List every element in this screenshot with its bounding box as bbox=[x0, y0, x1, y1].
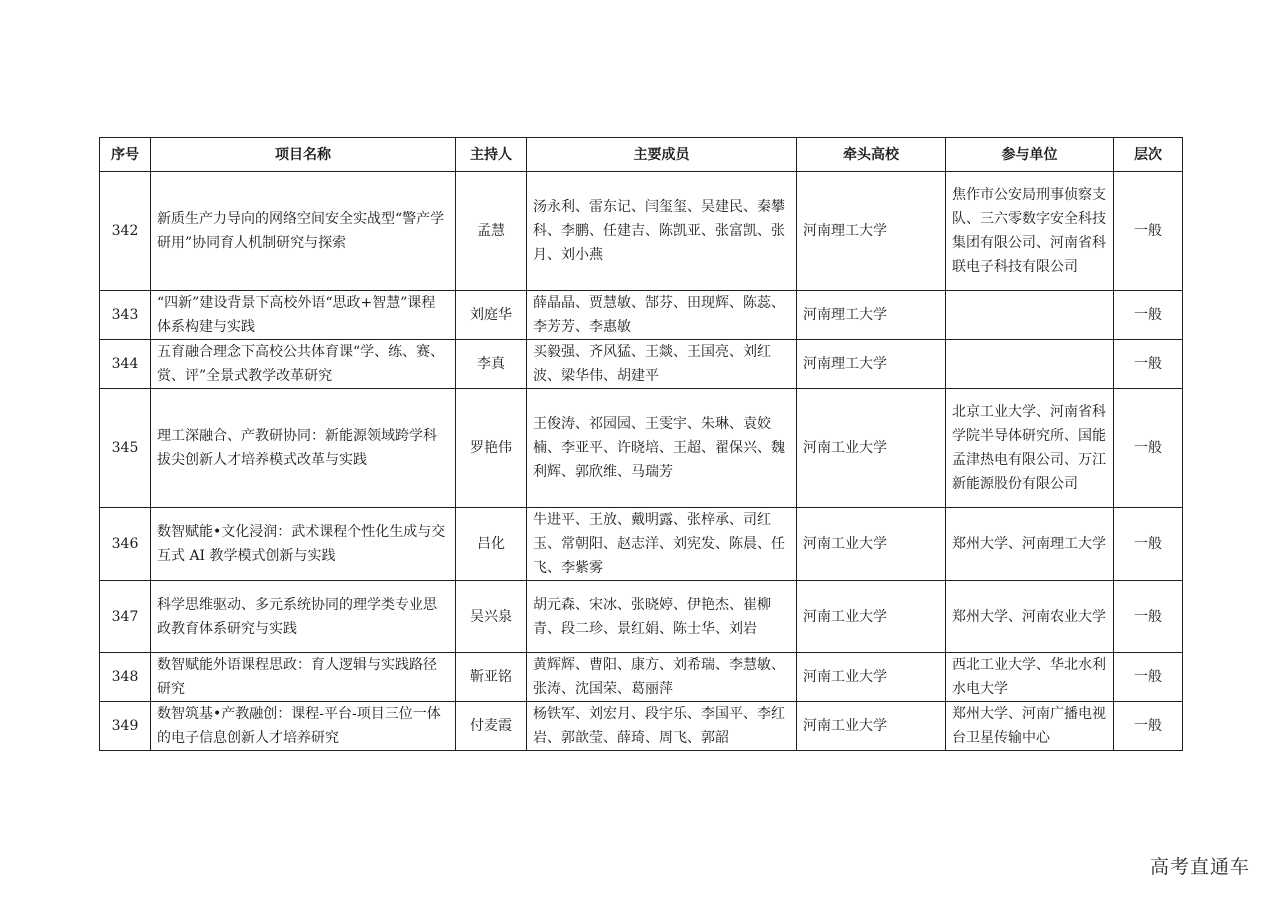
table-row bbox=[100, 581, 1183, 653]
cell-lead-school: 河南工业大学 bbox=[797, 389, 946, 508]
cell-lead-school: 河南理工大学 bbox=[797, 340, 946, 389]
cell-num: 349 bbox=[100, 702, 151, 751]
cell-participating-units: 郑州大学、河南广播电视台卫星传输中心 bbox=[946, 702, 1114, 751]
cell-participating-units: 西北工业大学、华北水利水电大学 bbox=[946, 653, 1114, 702]
table-row bbox=[100, 653, 1183, 702]
cell-project-name: “四新”建设背景下高校外语“思政+智慧”课程体系构建与实践 bbox=[151, 291, 456, 340]
table-row bbox=[100, 702, 1183, 751]
header-project-name: 项目名称 bbox=[151, 138, 456, 172]
cell-host: 李真 bbox=[456, 340, 527, 389]
project-list-table bbox=[99, 137, 1183, 751]
cell-level: 一般 bbox=[1114, 508, 1183, 581]
table-row bbox=[100, 172, 1183, 291]
cell-lead-school: 河南工业大学 bbox=[797, 581, 946, 653]
cell-level: 一般 bbox=[1114, 340, 1183, 389]
table-row bbox=[100, 508, 1183, 581]
cell-members: 牛进平、王放、戴明露、张梓承、司红玉、常朝阳、赵志洋、刘宪发、陈晨、任飞、李紫雾 bbox=[527, 508, 797, 581]
cell-num: 348 bbox=[100, 653, 151, 702]
cell-level: 一般 bbox=[1114, 581, 1183, 653]
cell-participating-units: 焦作市公安局刑事侦察支队、三六零数字安全科技集团有限公司、河南省科联电子科技有限公司 bbox=[946, 172, 1114, 291]
cell-members: 买毅强、齐风猛、王燚、王国亮、刘红波、梁华伟、胡建平 bbox=[527, 340, 797, 389]
table-row bbox=[100, 389, 1183, 508]
cell-num: 345 bbox=[100, 389, 151, 508]
header-members: 主要成员 bbox=[527, 138, 797, 172]
cell-participating-units bbox=[946, 340, 1114, 389]
cell-level: 一般 bbox=[1114, 389, 1183, 508]
cell-participating-units: 郑州大学、河南理工大学 bbox=[946, 508, 1114, 581]
cell-host: 吴兴泉 bbox=[456, 581, 527, 653]
cell-lead-school: 河南工业大学 bbox=[797, 508, 946, 581]
table-row bbox=[100, 291, 1183, 340]
cell-members: 薛晶晶、贾慧敏、郜芬、田现辉、陈蕊、李芳芳、李惠敏 bbox=[527, 291, 797, 340]
table-header-row bbox=[100, 138, 1183, 172]
cell-project-name: 新质生产力导向的网络空间安全实战型“警产学研用”协同育人机制研究与探索 bbox=[151, 172, 456, 291]
cell-lead-school: 河南理工大学 bbox=[797, 172, 946, 291]
cell-lead-school: 河南工业大学 bbox=[797, 653, 946, 702]
cell-members: 杨铁军、刘宏月、段宇乐、李国平、李红岩、郭歆莹、薛琦、周飞、郭韶 bbox=[527, 702, 797, 751]
cell-project-name: 科学思维驱动、多元系统协同的理学类专业思政教育体系研究与实践 bbox=[151, 581, 456, 653]
cell-project-name: 理工深融合、产教研协同：新能源领域跨学科拔尖创新人才培养模式改革与实践 bbox=[151, 389, 456, 508]
cell-level: 一般 bbox=[1114, 172, 1183, 291]
cell-lead-school: 河南理工大学 bbox=[797, 291, 946, 340]
cell-level: 一般 bbox=[1114, 702, 1183, 751]
cell-num: 342 bbox=[100, 172, 151, 291]
cell-project-name: 数智赋能外语课程思政：育人逻辑与实践路径研究 bbox=[151, 653, 456, 702]
header-participating-units: 参与单位 bbox=[946, 138, 1114, 172]
cell-level: 一般 bbox=[1114, 291, 1183, 340]
cell-num: 344 bbox=[100, 340, 151, 389]
cell-lead-school: 河南工业大学 bbox=[797, 702, 946, 751]
cell-num: 343 bbox=[100, 291, 151, 340]
cell-members: 王俊涛、祁园园、王雯宇、朱琳、袁姣楠、李亚平、许晓培、王超、翟保兴、魏利辉、郭欣维、马瑞芳 bbox=[527, 389, 797, 508]
cell-num: 347 bbox=[100, 581, 151, 653]
header-level: 层次 bbox=[1114, 138, 1183, 172]
cell-participating-units bbox=[946, 291, 1114, 340]
cell-participating-units: 北京工业大学、河南省科学院半导体研究所、国能孟津热电有限公司、万江新能源股份有限公司 bbox=[946, 389, 1114, 508]
cell-host: 孟慧 bbox=[456, 172, 527, 291]
cell-participating-units: 郑州大学、河南农业大学 bbox=[946, 581, 1114, 653]
cell-members: 黄辉辉、曹阳、康方、刘希瑞、李慧敏、张涛、沈国荣、葛丽萍 bbox=[527, 653, 797, 702]
cell-project-name: 数智赋能•文化浸润：武术课程个性化生成与交互式 AI 教学模式创新与实践 bbox=[151, 508, 456, 581]
cell-num: 346 bbox=[100, 508, 151, 581]
header-lead-school: 牵头高校 bbox=[797, 138, 946, 172]
cell-host: 靳亚铭 bbox=[456, 653, 527, 702]
cell-project-name: 数智筑基•产教融创：课程-平台-项目三位一体的电子信息创新人才培养研究 bbox=[151, 702, 456, 751]
cell-host: 吕化 bbox=[456, 508, 527, 581]
table-row bbox=[100, 340, 1183, 389]
cell-host: 付麦霞 bbox=[456, 702, 527, 751]
cell-host: 罗艳伟 bbox=[456, 389, 527, 508]
cell-level: 一般 bbox=[1114, 653, 1183, 702]
watermark-text: 高考直通车 bbox=[1149, 856, 1250, 878]
header-host: 主持人 bbox=[456, 138, 527, 172]
cell-members: 汤永利、雷东记、闫玺玺、吴建民、秦攀科、李鹏、任建吉、陈凯亚、张富凯、张月、刘小燕 bbox=[527, 172, 797, 291]
cell-project-name: 五育融合理念下高校公共体育课“学、练、赛、赏、评”全景式教学改革研究 bbox=[151, 340, 456, 389]
header-num: 序号 bbox=[100, 138, 151, 172]
cell-host: 刘庭华 bbox=[456, 291, 527, 340]
cell-members: 胡元森、宋冰、张晓婷、伊艳杰、崔柳青、段二珍、景红娟、陈士华、刘岩 bbox=[527, 581, 797, 653]
